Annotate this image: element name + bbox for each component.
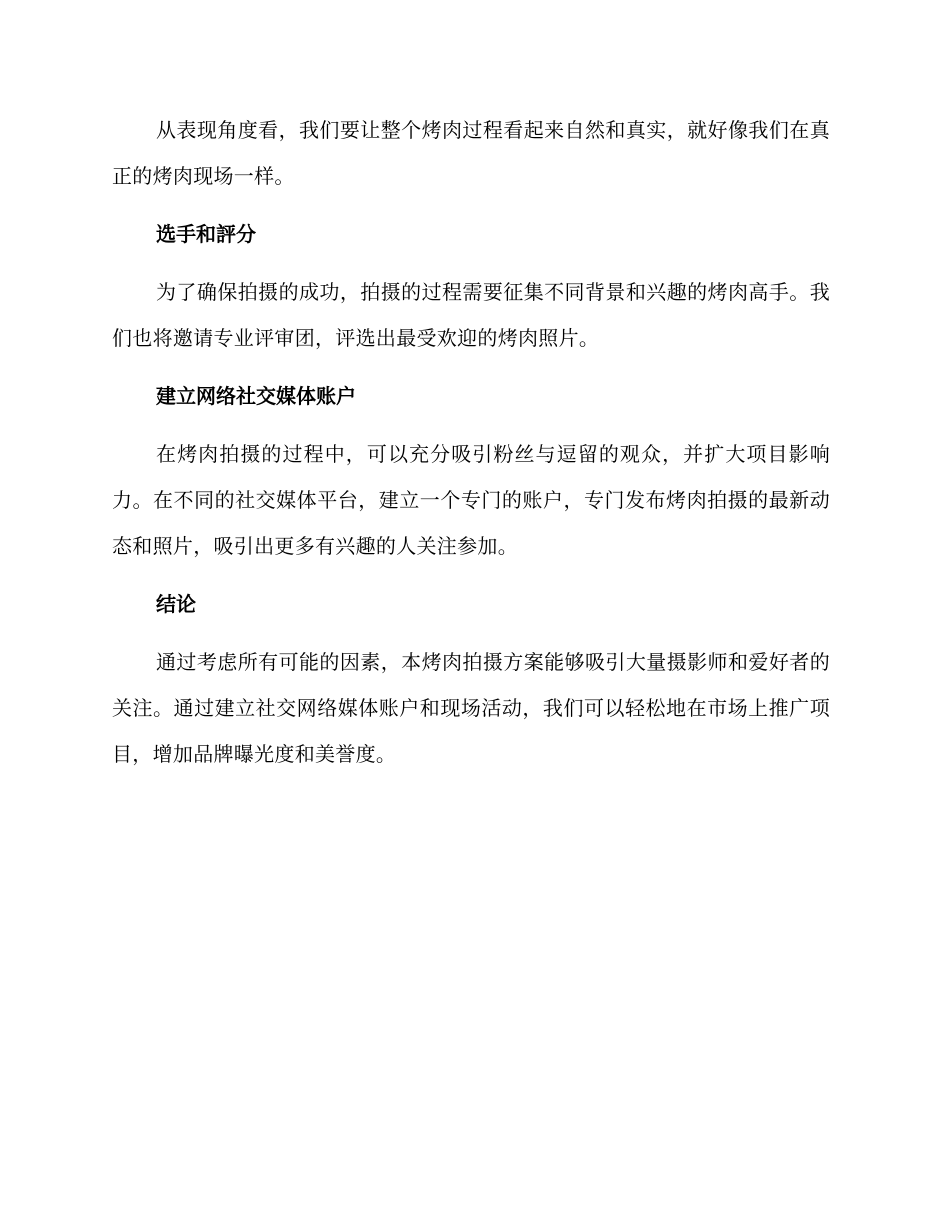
heading-social-media: 建立网络社交媒体账户 <box>156 384 356 408</box>
paragraph-social-media: 在烤肉拍摄的过程中，可以充分吸引粉丝与逗留的观众，并扩大项目影响力。在不同的社交媒体平台，建立一个专门的账户，专门发布烤肉拍摄的最新动态和照片，吸引出更多有兴趣的人关注参加。 <box>112 442 830 558</box>
paragraph-conclusion: 通过考虑所有可能的因素，本烤肉拍摄方案能够吸引大量摄影师和爱好者的关注。通过建立社交网络媒体账户和现场活动，我们可以轻松地在市场上推广项目，增加品牌曝光度和美誉度。 <box>112 650 830 766</box>
document-page <box>112 107 830 777</box>
heading-contestants-scoring: 选手和評分 <box>156 222 256 246</box>
paragraph-intro: 从表现角度看，我们要让整个烤肉过程看起来自然和真实，就好像我们在真正的烤肉现场一样。 <box>112 118 830 188</box>
paragraph-contestants: 为了确保拍摄的成功，拍摄的过程需要征集不同背景和兴趣的烤肉高手。我们也将邀请专业评审团，评选出最受欢迎的烤肉照片。 <box>112 280 830 350</box>
heading-conclusion: 结论 <box>156 592 196 616</box>
